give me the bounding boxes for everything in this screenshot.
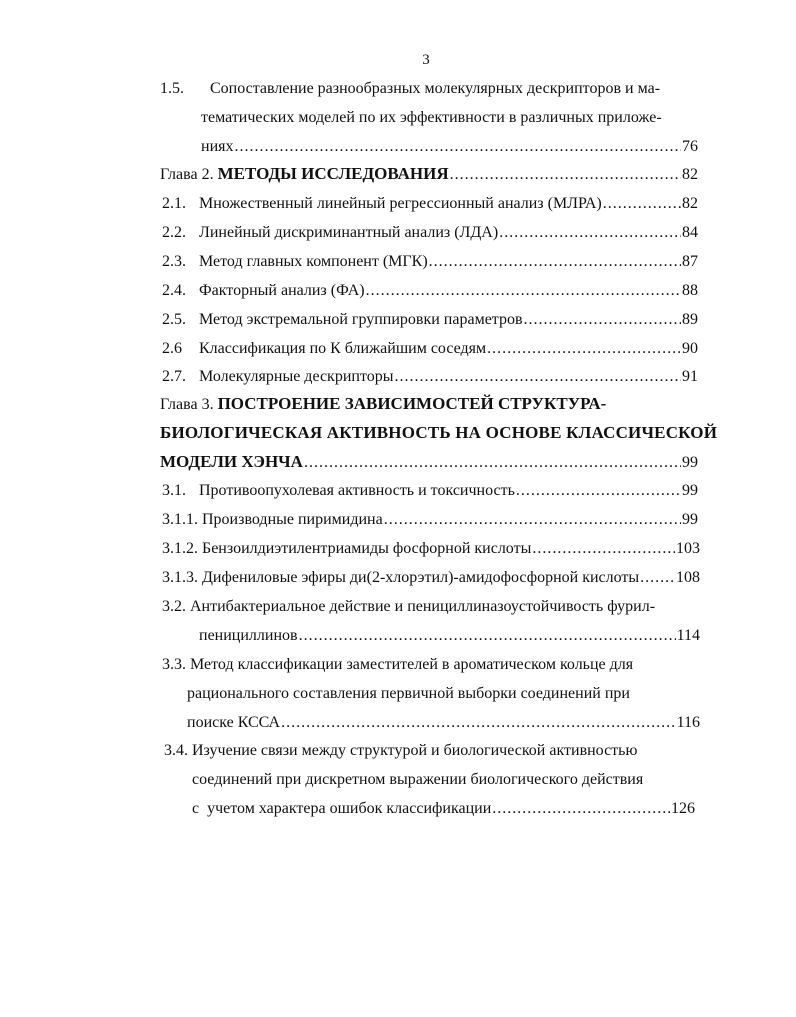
toc-entry-2-3[interactable] <box>162 252 698 272</box>
toc-entry-3-1-3[interactable] <box>162 568 700 588</box>
toc-entry-1-5-line2: тематических моделей по их эффективности в различных приложе- <box>201 109 662 126</box>
toc-entry-title: с учетом характера ошибок классификации <box>192 800 492 817</box>
toc-page-number: 126 <box>671 800 695 817</box>
toc-entry-number: 2.7. <box>162 368 186 385</box>
toc-entry-title: ниях <box>201 138 234 155</box>
toc-entry-number: 2.6 <box>162 340 182 357</box>
toc-entry-2-2[interactable] <box>162 223 698 243</box>
toc-entry-title: Молекулярные дескрипторы <box>199 368 394 385</box>
toc-page-number: 91 <box>682 368 698 385</box>
toc-entry-title: Антибактериальное действие и пенициллиназоустойчивость фурил- <box>190 598 656 615</box>
toc-page-number: 99 <box>682 454 698 471</box>
toc-entry-3-1-2[interactable] <box>162 539 700 559</box>
leader-dots <box>429 252 681 272</box>
toc-chapter-3-line3[interactable] <box>160 452 698 473</box>
toc-entry-title: Бензоилдиэтилентриамиды фосфорной кислоты <box>202 540 532 557</box>
toc-entry-number: 2.4. <box>162 282 186 299</box>
toc-entry-number: 3.1. <box>162 482 186 499</box>
toc-entry-3-2-line1 <box>162 597 655 617</box>
toc-entry-number: 3.1.3. <box>162 569 198 586</box>
toc-page-number: 99 <box>682 511 698 528</box>
toc-entry-1-5-line3[interactable] <box>201 137 698 157</box>
leader-dots <box>304 453 681 473</box>
toc-page-number: 82 <box>682 166 698 183</box>
toc-entry-3-4-line3[interactable] <box>192 799 695 819</box>
toc-entry-title: Линейный дискриминантный анализ (ЛДА) <box>199 224 499 241</box>
toc-entry-number: 3.1.1. <box>162 511 198 528</box>
toc-entry-title: поиске КССА <box>187 714 281 731</box>
toc-entry-2-4[interactable] <box>162 281 698 301</box>
toc-chapter-2[interactable] <box>160 164 698 185</box>
toc-entry-number: 3.1.2. <box>162 540 198 557</box>
toc-entry-title: Множественный линейный регрессионный анализ (МЛРА) <box>199 195 602 212</box>
toc-entry-number: 3.3. <box>162 656 186 673</box>
toc-entry-title: Метод экстремальной группировки параметров <box>199 311 523 328</box>
toc-page-number: 90 <box>682 340 698 357</box>
toc-page-number: 88 <box>682 282 698 299</box>
toc-entry-title: Метод классификации заместителей в ароматическом кольце для <box>190 656 634 673</box>
leader-dots <box>516 481 681 501</box>
toc-page-number: 76 <box>682 138 698 155</box>
chapter-title: МОДЕЛИ ХЭНЧА <box>160 452 303 471</box>
toc-chapter-3-line1[interactable] <box>160 394 606 415</box>
toc-entry-3-4-line2: соединений при дискретном выражении биологического действия <box>192 771 644 788</box>
leader-dots <box>524 310 681 330</box>
leader-dots <box>492 799 670 819</box>
leader-dots <box>487 339 681 359</box>
toc-entry-2-6[interactable] <box>162 339 698 359</box>
leader-dots <box>450 165 681 185</box>
toc-entry-1-5-line1 <box>160 79 660 99</box>
leader-dots <box>384 510 681 530</box>
toc-entry-3-3-line3[interactable] <box>187 713 700 733</box>
toc-entry-number: 2.3. <box>162 253 186 270</box>
toc-entry-number: 2.5. <box>162 311 186 328</box>
toc-page-number: 99 <box>682 482 698 499</box>
page-number: 3 <box>422 52 430 68</box>
toc-entry-title: Производные пиримидина <box>202 511 383 528</box>
toc-entry-number: 3.2. <box>162 598 186 615</box>
toc-entry-title: Дифениловые эфиры ди(2-хлорэтил)-амидофосфорной кислоты <box>202 569 640 586</box>
chapter-title: МЕТОДЫ ИССЛЕДОВАНИЯ <box>217 164 449 183</box>
toc-page-number: 84 <box>682 224 698 241</box>
toc-page-number: 114 <box>676 627 700 644</box>
leader-dots <box>394 367 681 387</box>
toc-entry-number: 2.1. <box>162 195 186 212</box>
toc-chapter-3-line2: БИОЛОГИЧЕСКАЯ АКТИВНОСТЬ НА ОСНОВЕ КЛАССИЧЕСКОЙ <box>160 423 718 442</box>
toc-page-number: 87 <box>682 253 698 270</box>
chapter-title: ПОСТРОЕНИЕ ЗАВИСИМОСТЕЙ СТРУКТУРА- <box>217 394 607 413</box>
leader-dots <box>603 194 681 214</box>
toc-entry-3-3-line1 <box>162 655 633 675</box>
toc-entry-title: Сопоставление разнообразных молекулярных дескрипторов и ма- <box>210 80 661 97</box>
toc-page-number: 108 <box>676 569 700 586</box>
leader-dots <box>499 223 681 243</box>
toc-entry-3-1-1[interactable] <box>162 510 698 530</box>
toc-entry-2-5[interactable] <box>162 310 698 330</box>
leader-dots <box>299 626 676 646</box>
toc-entry-title: Факторный анализ (ФА) <box>199 282 365 299</box>
toc-entry-number: 1.5. <box>160 80 184 97</box>
toc-entry-3-3-line2: рационального составления первичной выборки соединений при <box>187 685 630 702</box>
toc-entry-title: Метод главных компонент (МГК) <box>199 253 428 270</box>
toc-entry-3-2-line2[interactable] <box>199 626 700 646</box>
toc-entry-title: Противоопухолевая активность и токсичность <box>199 482 515 499</box>
leader-dots <box>640 568 675 588</box>
leader-dots <box>281 713 676 733</box>
chapter-prefix: Глава 3. <box>160 396 214 413</box>
toc-entry-number: 2.2. <box>162 224 186 241</box>
leader-dots <box>234 137 681 157</box>
toc-page-number: 89 <box>682 311 698 328</box>
toc-page-number: 116 <box>676 714 700 731</box>
leader-dots <box>366 281 681 301</box>
chapter-prefix: Глава 2. <box>160 166 214 183</box>
leader-dots <box>532 539 675 559</box>
toc-page-number: 82 <box>682 195 698 212</box>
toc-entry-title: пенициллинов <box>199 627 298 644</box>
toc-entry-3-4-line1 <box>164 741 637 761</box>
toc-page-number: 103 <box>676 540 700 557</box>
toc-entry-3-1[interactable] <box>162 481 698 501</box>
toc-entry-2-1[interactable] <box>162 194 698 214</box>
toc-entry-2-7[interactable] <box>162 367 698 387</box>
toc-entry-title: Изучение связи между структурой и биологической активностью <box>192 742 638 759</box>
toc-entry-number: 3.4. <box>164 742 188 759</box>
toc-entry-title: Классификация по К ближайшим соседям <box>199 340 487 357</box>
